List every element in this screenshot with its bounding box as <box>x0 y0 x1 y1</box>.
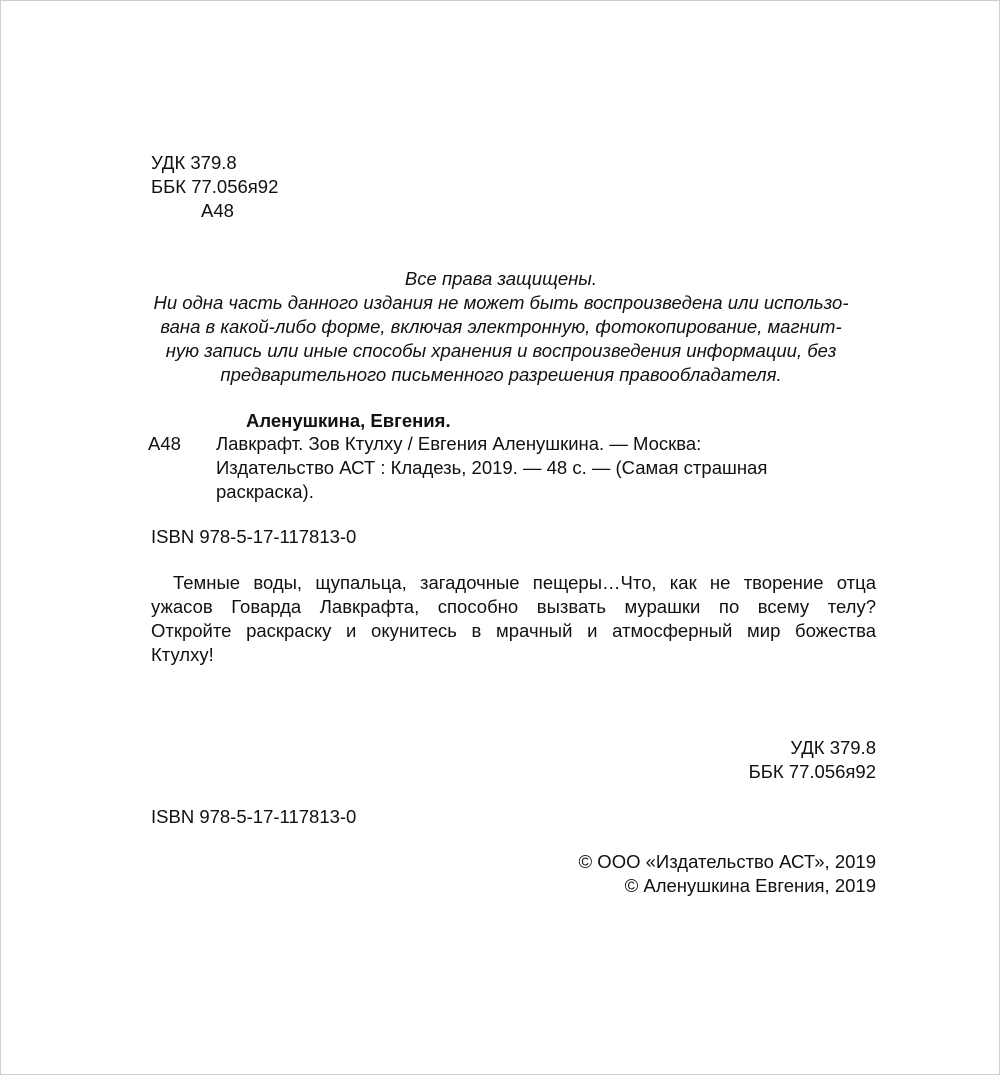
rights-notice-line: ную запись или иные способы хранения и воспроизведения информации, без <box>165 340 837 361</box>
annotation-line: Откройте раскраску и окунитесь в мрачный и атмосферный мир божества <box>151 620 876 641</box>
rights-notice-line: вана в какой-либо форме, включая электронную, фотокопирование, магнит- <box>160 316 842 337</box>
rights-notice-line: предварительного письменного разрешения правообладателя. <box>220 364 782 385</box>
rights-reserved-heading: Все права защищены. <box>404 268 598 289</box>
author-mark-top: А48 <box>201 200 234 221</box>
isbn-top: ISBN 978-5-17-117813-0 <box>151 526 357 547</box>
annotation-line: ужасов Говарда Лавкрафта, способно вызвать мурашки по всему телу? <box>151 596 876 617</box>
copyright-author: © Аленушкина Евгения, 2019 <box>624 875 876 896</box>
udk-code-top: УДК 379.8 <box>151 152 237 173</box>
annotation-line: Темные воды, щупальца, загадочные пещеры…Что, как не творение отца <box>173 572 876 593</box>
rights-notice-line: Ни одна часть данного издания не может быть воспроизведена или использо- <box>153 292 849 313</box>
bib-line: раскраска). <box>216 481 314 502</box>
annotation-line: Ктулху! <box>151 644 214 665</box>
author-mark: А48 <box>148 433 181 454</box>
copyright-publisher: © ООО «Издательство АСТ», 2019 <box>578 851 876 872</box>
bbk-code-bottom: ББК 77.056я92 <box>748 761 876 782</box>
author-heading: Аленушкина, Евгения. <box>246 410 451 431</box>
isbn-bottom: ISBN 978-5-17-117813-0 <box>151 806 357 827</box>
bib-line: Лавкрафт. Зов Ктулху / Евгения Аленушкина. — Москва: <box>216 433 702 454</box>
bib-line: Издательство АСТ : Кладезь, 2019. — 48 с. — (Самая страшная <box>216 457 768 478</box>
bbk-code-top: ББК 77.056я92 <box>151 176 279 197</box>
udk-code-bottom: УДК 379.8 <box>790 737 876 758</box>
